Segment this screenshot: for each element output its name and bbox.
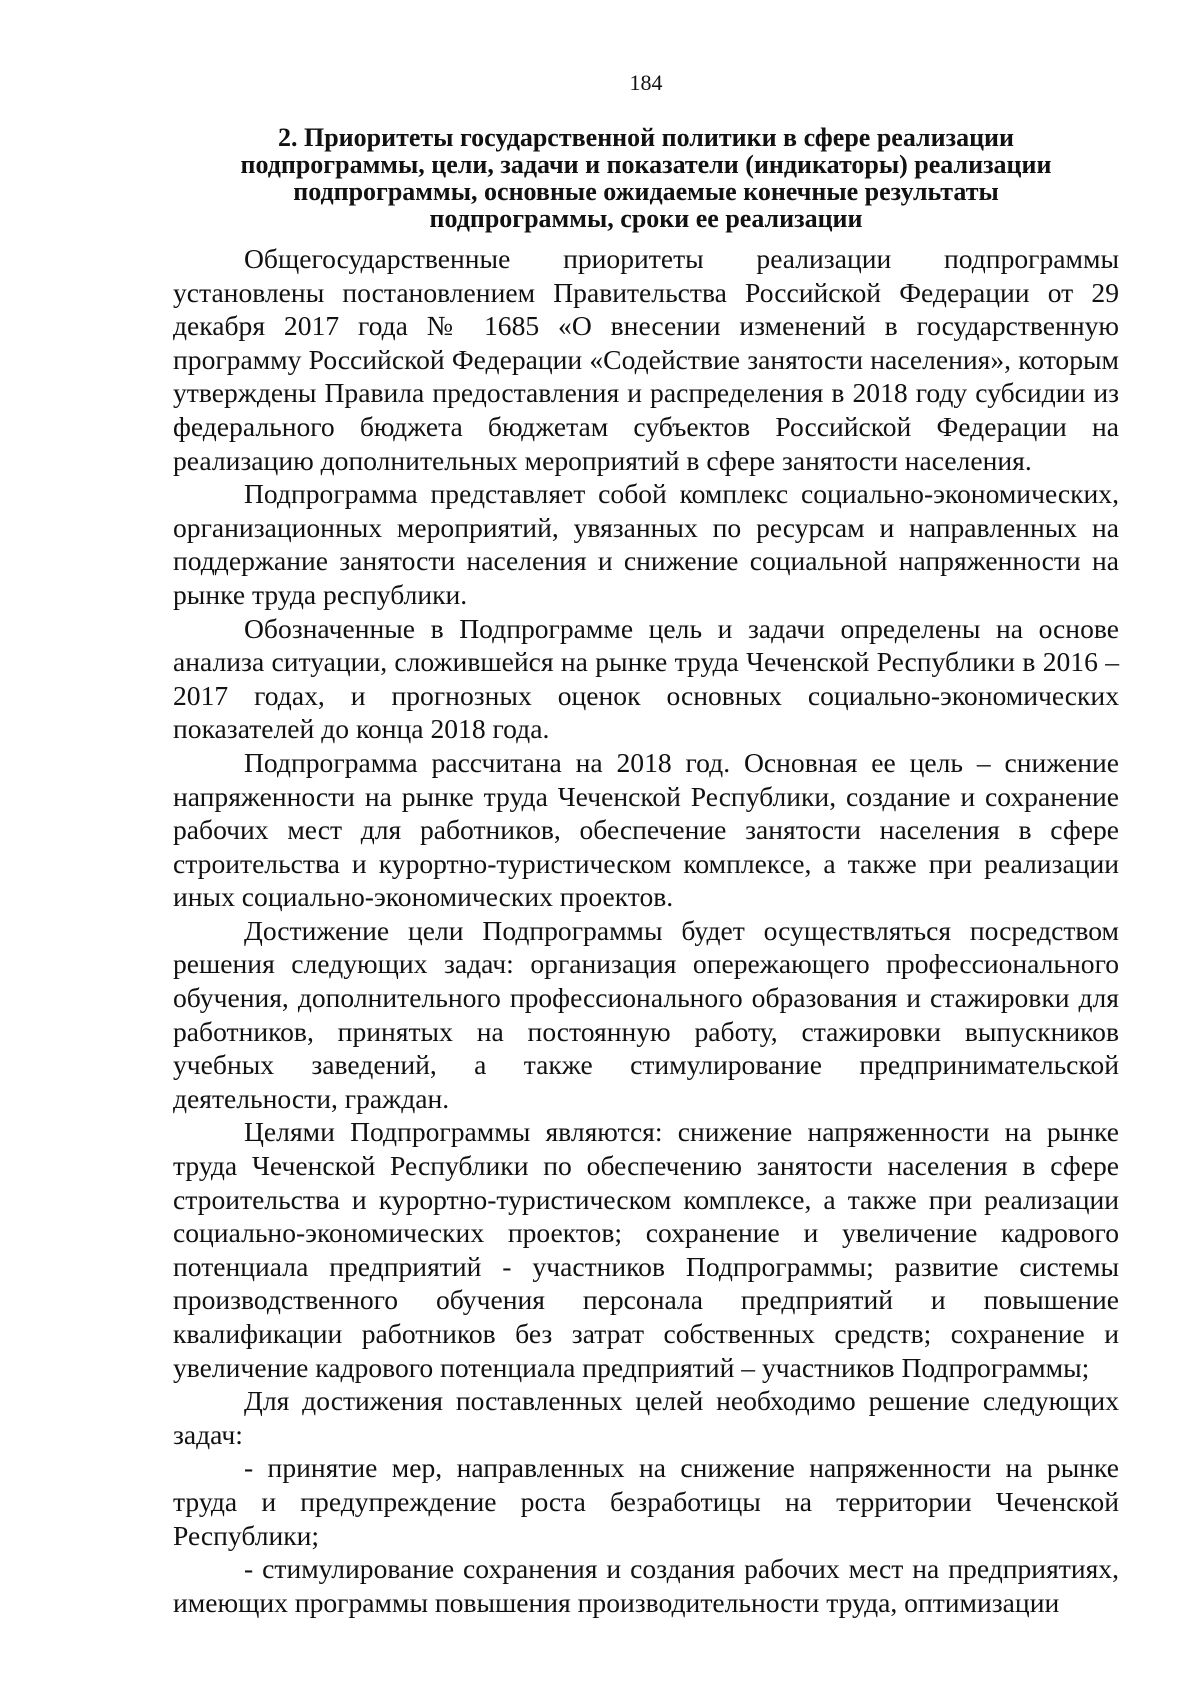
paragraph: Для достижения поставленных целей необходимо решение следующих задач: xyxy=(173,1385,1119,1450)
paragraph: Подпрограмма представляет собой комплекс социально-экономических, организационных мероприятий, увязанных по ресурсам и направленных на поддержание занятости населения и снижение социальной напряженности на рынке труда республики. xyxy=(173,478,1119,610)
body-text xyxy=(173,242,1119,1619)
heading-line: 2. Приоритеты государственной политики в сфере реализации xyxy=(277,123,1015,152)
paragraph: Целями Подпрограммы являются: снижение напряженности на рынке труда Чеченской Республики по обеспечению занятости населения в сфере строительства и курортно-туристическом комплексе, а также при реализации социально-экономических проектов; сохранение и увеличение кадрового потенциала предприятий - участников Подпрограммы; развитие системы производственного обучения персонала предприятий и повышение квалификации работников без затрат собственных средств; сохранение и увеличение кадрового потенциала предприятий – участников Подпрограммы; xyxy=(173,1116,1119,1383)
document-page xyxy=(173,70,1119,1619)
heading-line: подпрограммы, сроки ее реализации xyxy=(429,204,863,233)
paragraph: Общегосударственные приоритеты реализации подпрограммы установлены постановлением Правительства Российской Федерации от 29 декабря 2017 года № 1685 «О внесении изменений в государственную программу Российской Федерации «Содействие занятости населения», которым утверждены Правила предоставления и распределения в 2018 году субсидии из федерального бюджета бюджетам субъектов Российской Федерации на реализацию дополнительных мероприятий в сфере занятости населения. xyxy=(173,243,1119,476)
section-heading xyxy=(173,124,1119,232)
heading-line: подпрограммы, цели, задачи и показатели (индикаторы) реализации xyxy=(240,150,1052,179)
heading-line: подпрограммы, основные ожидаемые конечные результаты xyxy=(293,177,999,206)
list-item: - стимулирование сохранения и создания рабочих мест на предприятиях, имеющих программы повышения производительности труда, оптимизации xyxy=(173,1553,1119,1618)
paragraph: Обозначенные в Подпрограмме цель и задачи определены на основе анализа ситуации, сложившейся на рынке труда Чеченской Республики в 2016 – 2017 годах, и прогнозных оценок основных социально-экономических показателей до конца 2018 года. xyxy=(173,612,1119,745)
page-number: 184 xyxy=(629,70,663,95)
paragraph: Подпрограмма рассчитана на 2018 год. Основная ее цель – снижение напряженности на рынке труда Чеченской Республики, создание и сохранение рабочих мест для работников, обеспечение занятости населения в сфере строительства и курортно-туристическом комплексе, а также при реализации иных социально-экономических проектов. xyxy=(173,746,1119,913)
paragraph: Достижение цели Подпрограммы будет осуществляться посредством решения следующих задач: организация опережающего профессионального обучения, дополнительного профессионального образования и стажировки для работников, принятых на постоянную работу, стажировки выпускников учебных заведений, а также стимулирование предпринимательской деятельности, граждан. xyxy=(173,914,1119,1114)
list-item: - принятие мер, направленных на снижение напряженности на рынке труда и предупреждение роста безработицы на территории Чеченской Республики; xyxy=(173,1452,1119,1551)
